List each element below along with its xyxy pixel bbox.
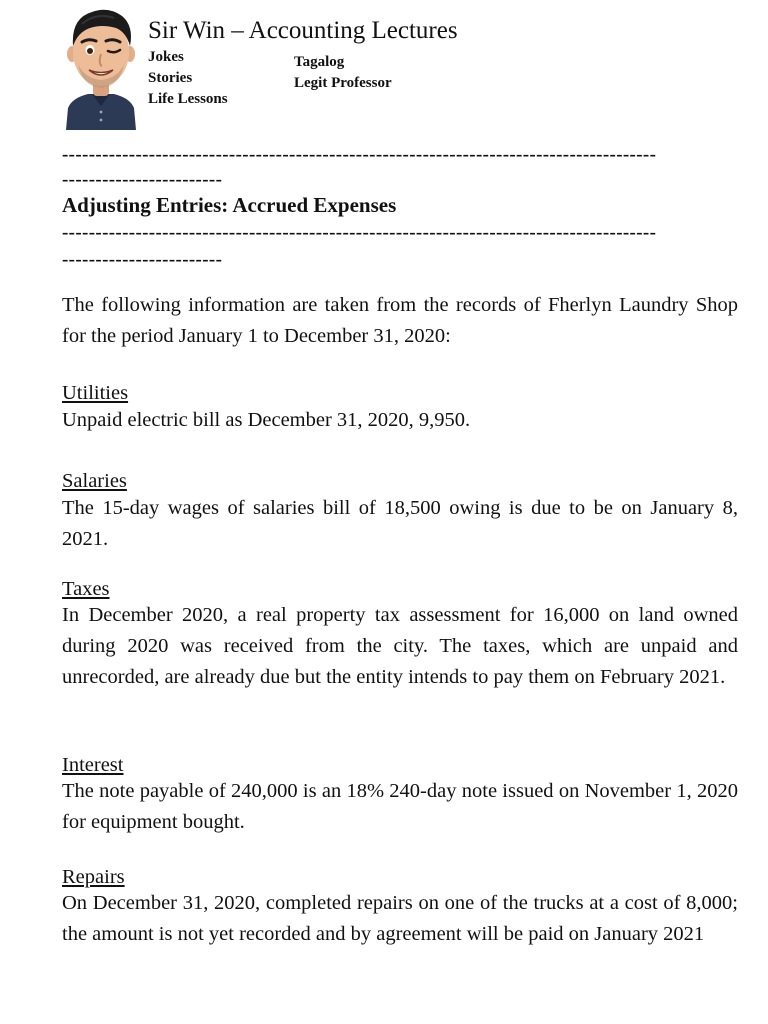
tag-tagalog: Tagalog — [294, 54, 345, 70]
item-title-taxes: Taxes — [62, 578, 110, 600]
item-text-repairs: On December 31, 2020, completed repairs on one of the trucks at a cost of 8,000; the amount is not yet recorded and by agreement will be paid on January 2021 — [62, 892, 738, 945]
item-text-interest: The note payable of 240,000 is an 18% 240-day note issued on November 1, 2020 for equipment bought. — [62, 780, 738, 833]
item-text-salaries: The 15-day wages of salaries bill of 18,500 owing is due to be on January 8, 2021. — [62, 497, 738, 550]
divider-top-short: ------------------------ — [62, 169, 223, 190]
item-title-repairs: Repairs — [62, 866, 125, 888]
divider-top-long: ----------------------------------------------------------------------------------------- — [62, 144, 657, 165]
section-heading: Adjusting Entries: Accrued Expenses — [62, 193, 397, 217]
lecturer-avatar-image — [62, 6, 140, 130]
item-text-taxes: In December 2020, a real property tax assessment for 16,000 on land owned during 2020 was received from the city. The taxes, which are unpaid and unrecorded, are already due but the entity intends to pay them on February 2021. — [62, 604, 738, 688]
item-title-interest: Interest — [62, 754, 124, 776]
tag-jokes: Jokes — [148, 49, 184, 65]
intro-paragraph: The following information are taken from the records of Fherlyn Laundry Shop for the period January 1 to December 31, 2020: — [62, 294, 738, 347]
divider-bottom-long: ----------------------------------------------------------------------------------------- — [62, 222, 657, 243]
item-text-utilities: Unpaid electric bill as December 31, 2020, 9,950. — [62, 409, 471, 431]
tag-stories: Stories — [148, 70, 193, 86]
item-title-salaries: Salaries — [62, 470, 127, 492]
tag-legit-professor: Legit Professor — [294, 75, 392, 91]
divider-bottom-short: ------------------------ — [62, 249, 223, 270]
tag-life-lessons: Life Lessons — [148, 91, 228, 107]
lecture-series-title: Sir Win – Accounting Lectures — [148, 17, 458, 44]
item-title-utilities: Utilities — [62, 382, 129, 404]
